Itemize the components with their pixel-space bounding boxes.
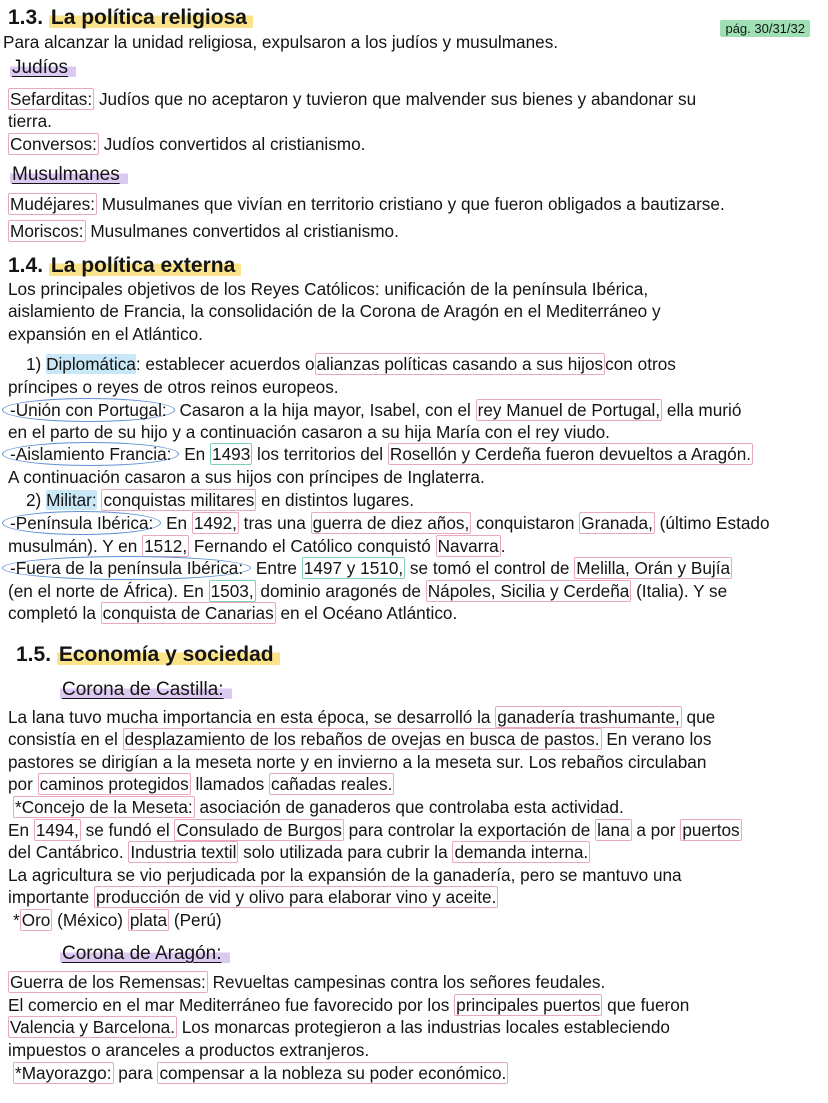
judios-subheading: Judíos [10,57,76,79]
castilla-line-6: En 1494, se fundó el Consulado de Burgos para controlar la exportación de lana a por puertos [8,820,740,840]
sefarditas-line: Sefarditas: Judíos que no aceptaron y tuvieron que malvender sus bienes y abandonar su [10,89,697,109]
section-1-5-heading: 1.5. Economía y sociedad [16,643,280,667]
section-1-4-heading: 1.4. La política externa [8,254,241,278]
diplomatica-line: 1) Diplomática: establecer acuerdos o alianzas políticas casando a sus hijos con otros [26,354,676,374]
diplomatica-line-2: príncipes o reyes de otros reinos europeos. [8,377,339,397]
union-portugal-line-2: en el parto de su hijo y a continuación casaron a su hija María con el rey viudo. [8,422,610,442]
castilla-line-9: importante producción de vid y olivo para elaborar vino y aceite. [8,887,497,907]
concejo-line: *Concejo de la Meseta: asociación de ganaderos que controlaba esta actividad. [15,797,624,817]
fuera-line-2: (en el norte de África). En 1503, dominio aragonés de Nápoles, Sicilia y Cerdeña (Italia). Y se [8,581,728,601]
musulmanes-subheading: Musulmanes [10,164,128,186]
castilla-line-2: consistía en el desplazamiento de los rebaños de ovejas en busca de pastos. En verano los [8,729,712,749]
moriscos-line: Moriscos: Musulmanes convertidos al cristianismo. [10,221,399,241]
s13-intro: Para alcanzar la unidad religiosa, expulsaron a los judíos y musulmanes. [3,32,559,52]
peninsula-line-2: musulmán). Y en 1512, Fernando el Católico conquistó Navarra . [8,536,506,556]
castilla-line-8: La agricultura se vio perjudicada por la expansión de la ganadería, pero se mantuvo una [8,865,682,885]
castilla-line-1: La lana tuvo mucha importancia en esta época, se desarrolló la ganadería trashumante, que [8,707,716,727]
remensas-line: Guerra de los Remensas: Revueltas campesinas contra los señores feudales. [10,972,606,992]
aislamiento-line: -Aislamiento Francia: En 1493 los territorios del Rosellón y Cerdeña fueron devueltos a Aragón. [8,443,753,465]
castilla-subheading: Corona de Castilla: [60,679,232,701]
union-portugal-line: -Unión con Portugal: Casaron a la hija mayor, Isabel, con el rey Manuel de Portugal, ella murió [8,399,741,421]
militar-line: 2) Militar: conquistas militares en distintos lugares. [26,490,415,510]
peninsula-line: -Península Ibérica: En 1492, tras una guerra de diez años, conquistaron Granada, (último Estado [8,512,770,534]
conversos-line: Conversos: Judíos convertidos al cristianismo. [10,134,366,154]
aragon-line-4: impuestos o aranceles a productos extranjeros. [8,1040,370,1060]
castilla-line-7: del Cantábrico. Industria textil solo utilizada para cubrir la demanda interna. [8,842,589,862]
mudejares-line: Mudéjares: Musulmanes que vivían en territorio cristiano y que fueron obligados a bautizarse. [10,194,725,214]
section-1-3-heading: 1.3. La política religiosa [8,6,253,30]
s14-intro-1: Los principales objetivos de los Reyes Católicos: unificación de la península Ibérica, [8,279,649,299]
sefarditas-line-2: tierra. [8,111,52,131]
page-reference: pág. 30/31/32 [720,20,810,37]
mayorazgo-line: *Mayorazgo: para compensar a la nobleza su poder económico. [15,1063,507,1083]
aragon-subheading: Corona de Aragón: [60,943,230,965]
fuera-line: -Fuera de la península Ibérica: Entre 1497 y 1510, se tomó el control de Melilla, Orán y Bujía [8,557,732,579]
fuera-line-3: completó la conquista de Canarias en el Océano Atlántico. [8,603,458,623]
castilla-line-4: por caminos protegidos llamados cañadas reales. [8,774,393,794]
aragon-line-2: El comercio en el mar Mediterráneo fue favorecido por los principales puertos que fueron [8,995,690,1015]
aragon-line-3: Valencia y Barcelona. Los monarcas protegieron a las industrias locales estableciendo [10,1017,670,1037]
oro-plata-line: * Oro (México) plata (Perú) [13,910,222,930]
aislamiento-line-2: A continuación casaron a sus hijos con príncipes de Inglaterra. [8,467,485,487]
castilla-line-3: pastores se dirigían a la meseta norte y en invierno a la meseta sur. Los rebaños circulaban [8,752,707,772]
s14-intro-2: aislamiento de Francia, la consolidación de la Corona de Aragón en el Mediterráneo y [8,301,661,321]
s14-intro-3: expansión en el Atlántico. [8,324,203,344]
